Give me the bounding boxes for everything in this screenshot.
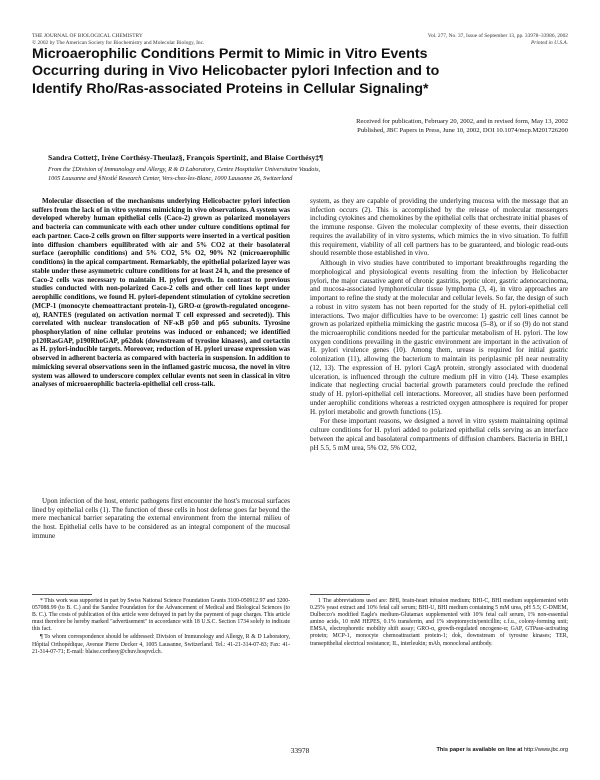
funding-footnote: * This work was supported in part by Swiss National Science Foundation Grants 3100-050912.97 and 3200-057088.99 (to B. C.) and the Sandoz Foundation for the Advancement of Medical and Biological Sciences (to B. C.). The costs of publication of this article were defrayed in part by the payment of page charges. This article must therefore be hereby marked "advertisement" in accordance with 18 U.S.C. Section 1734 solely to indicate this fact. xyxy=(32,598,290,633)
intro-left-block xyxy=(32,497,290,585)
footnotes-left xyxy=(32,598,290,728)
intro-paragraph-left: Upon infection of the host, enteric pathogens first encounter the host's mucosal surfaces lined by epithelial cells (1). The function of these cells in host defense goes far beyond the mere mechanical barrier separating the external environment from the internal milieu of the host. Epithelial cells have to be considered as an integral component of the mucosal immune xyxy=(32,497,290,540)
availability-text: This paper is available on line at xyxy=(436,747,523,753)
correspondence-footnote: ¶ To whom correspondence should be addressed: Division of Immunology and Allergy, R & D Laboratory, Hôpital Orthopédique, Avenue Pierre Decker 4, 1005 Lausanne, Switzerland. Tel.: 41-21-314-07-83; Fax: 41-21-314-07-71; E-mail: blaise.corthesy@chuv.hospvd.ch. xyxy=(32,634,290,655)
intro-paragraph-3: For these important reasons, we designed a novel in vitro system maintaining optimal culture conditions for H. pylori added to polarized epithelial cells serving as an interface between the apical and basolateral compartments of diffusion chambers. Bacteria in BHI,1 pH 5.5, 5 mM urea, 5% O2, 5% CO2, xyxy=(310,417,568,452)
intro-paragraph-2: Although in vivo studies have contributed to important breakthroughs regarding the morphological and physiological events resulting from the infection by Helicobacter pylori, the major causative agent of chronic gastritis, peptic ulcer, gastric adenocarcinoma, and mucosa-associated lymphoreticular tissue lymphoma (3, 4), in vitro approaches are important to refine the study at the molecular and cellular levels. So far, the design of such a robust in vitro system has not been reported for the study of H. pylori-epithelial cell interactions. Two major difficulties have to be overcome: 1) gastric cell lines cannot be grown as polarized epithelia mimicking the gastric mucosa (5–8), or if so (9) do not stand the microaerophilic conditions needed for the particular metabolism of H. pylori. The low oxygen conditions prevailing in the gastric environment are important in the activation of H. pylori virulence genes (10). Among them, urease is required for initial gastric colonization (11), allowing the bacterium to maintain its periplasmic pH near neutrality (12, 13). The expression of H. pylori CagA protein, strongly associated with duodenal ulceration, is influenced through the culture medium pH in vitro (14). These examples indicate that neglecting crucial bacterial growth parameters could preclude the refined study of H. pylori-epithelial cell interactions. Moreover, all studies have been performed under aerophilic conditions whereas a restricted oxygen atmosphere is required for proper H. pylori metabolic and growth functions (15). xyxy=(310,259,568,416)
title-line-2: Occurring during in Vivo Helicobacter pylori Infection and to xyxy=(32,63,440,80)
published-line: Published, JBC Papers in Press, June 10, 2002, DOI 10.1074/mcp.M201726200 xyxy=(357,126,568,134)
abstract-block xyxy=(32,197,290,485)
journal-name: THE JOURNAL OF BIOLOGICAL CHEMISTRY xyxy=(32,33,143,39)
affiliation-line-2: 1005 Lausanne and §Nestlé Research Center, Vers-chez-les-Blanc, 1000 Lausanne 26, Switzerland xyxy=(48,174,293,182)
affiliation xyxy=(48,166,558,183)
page-number: 33978 xyxy=(290,746,310,755)
affiliation-line-1: From the ‡Division of Immunology and Allergy, R & D Laboratory, Centre Hospitalier Universitaire Vaudois, xyxy=(48,166,321,173)
title-line-1: Microaerophilic Conditions Permit to Mimic in Vitro Events xyxy=(32,46,428,62)
printed-in: Printed in U.S.A. xyxy=(531,40,568,46)
volume-info: Vol. 277, No. 37, Issue of September 13, pp. 33978–33986, 2002 xyxy=(427,33,568,39)
intro-right-block xyxy=(310,197,568,589)
author-list: Sandra Cottet‡, Irène Corthésy-Theulaz§, François Spertini‡, and Blaise Corthésy‡¶ xyxy=(48,153,324,162)
footnote-rule-right xyxy=(310,594,370,595)
abstract-text: Molecular dissection of the mechanisms underlying Helicobacter pylori infection suffers from the lack of in vitro systems mimicking in vivo observations. A system was developed whereby human epithelial cells (Caco-2) grown as polarized monolayers and bacteria can communicate with each other under culture conditions optimal for each partner. Caco-2 cells grown on filter supports were inserted in a vertical position into diffusion chambers equilibrated with air and 5% CO2 at their basolateral surface (aerophilic conditions) and 5% CO2, 5% O2, 90% N2 (microaerophilic conditions) in the apical compartment. Remarkably, the epithelial polarized layer was stable under these asymmetric culture conditions for at least 24 h, and the presence of Caco-2 cells was necessary to maintain H. pylori growth. In contrast to previous studies conducted with non-polarized Caco-2 cells and other cell lines kept under aerophilic conditions, we found H. pylori-dependent stimulation of cytokine secretion (MCP-1 (monocyte chemoattractant protein-1), GRO-α (growth-regulated oncogene-α), RANTES (regulated on activation normal T cell expressed and secreted)). This correlated with nuclear translocation of NF-κB p50 and p65 subunits. Tyrosine phosphorylation of nine cellular proteins was induced or enhanced; we identified p120RasGAP, p190RhoGAP, p62dok (downstream of tyrosine kinases), and cortactin as H. pylori-inducible targets. Moreover, reduction of H. pylori urease expression was observed in adherent bacteria as compared with bacteria in suspension. In addition to mimicking several observations seen in the inflamed gastric mucosa, the novel in vitro system was allowed to underscore complex cellular events not seen in classical in vitro analyses of microaerophilic bacteria-epithelial cell cross-talk. xyxy=(32,197,290,389)
title-line-3: Identify Rho/Ras-associated Proteins in Cellular Signaling* xyxy=(32,80,429,97)
received-line: Received for publication, February 20, 2002, and in revised form, May 13, 2002 xyxy=(356,118,568,125)
copyright-line: © 2002 by The American Society for Biochemistry and Molecular Biology, Inc. xyxy=(32,40,205,46)
received-dates xyxy=(148,118,568,136)
footnotes-right xyxy=(310,598,568,728)
availability-note xyxy=(436,747,568,753)
footnote-rule-left xyxy=(32,594,92,595)
article-title xyxy=(32,46,572,98)
journal-url-link[interactable]: http://www.jbc.org xyxy=(523,747,568,753)
abbreviations-footnote: 1 The abbreviations used are: BHI, brain-heart infusion medium; BHI-C, BHI medium supplemented with 0.25% yeast extract and 10% fetal calf serum; BHI-U, BHI medium containing 5 mM urea, pH 5.5; C-DMEM, Dulbecco's modified Eagle's medium-Glutamax supplemented with 10% fetal calf serum, 1% non-essential amino acids, 10 mM HEPES, 0.1% transferrin, and 1% streptomycin/penicillin; c.f.u., colony-forming unit; EMSA, electrophoretic mobility shift assay; GRO-α, growth-regulated oncogene-α; GAP, GTPase-activating protein; MCP-1, monocyte chemoattractant protein-1; dok, downstream of tyrosine kinases; TER, transepithelial electrical resistance; IL, interleukin; mAb, monoclonal antibody. xyxy=(310,598,568,647)
intro-paragraph-1: system, as they are capable of providing the underlying mucosa with the message that an infection occurs (2). This is accomplished by the release of molecular messengers including cytokines and chemokines by the epithelial cells that orchestrate initial phases of the immune response. Given the molecular complexity of these events, their dissection requires the availability of in vitro systems, which mimics the in vivo situation. To fulfill this requirement, viability of all cell partners has to be guaranteed, and biologic read-outs should resemble those established in vivo. xyxy=(310,197,568,258)
